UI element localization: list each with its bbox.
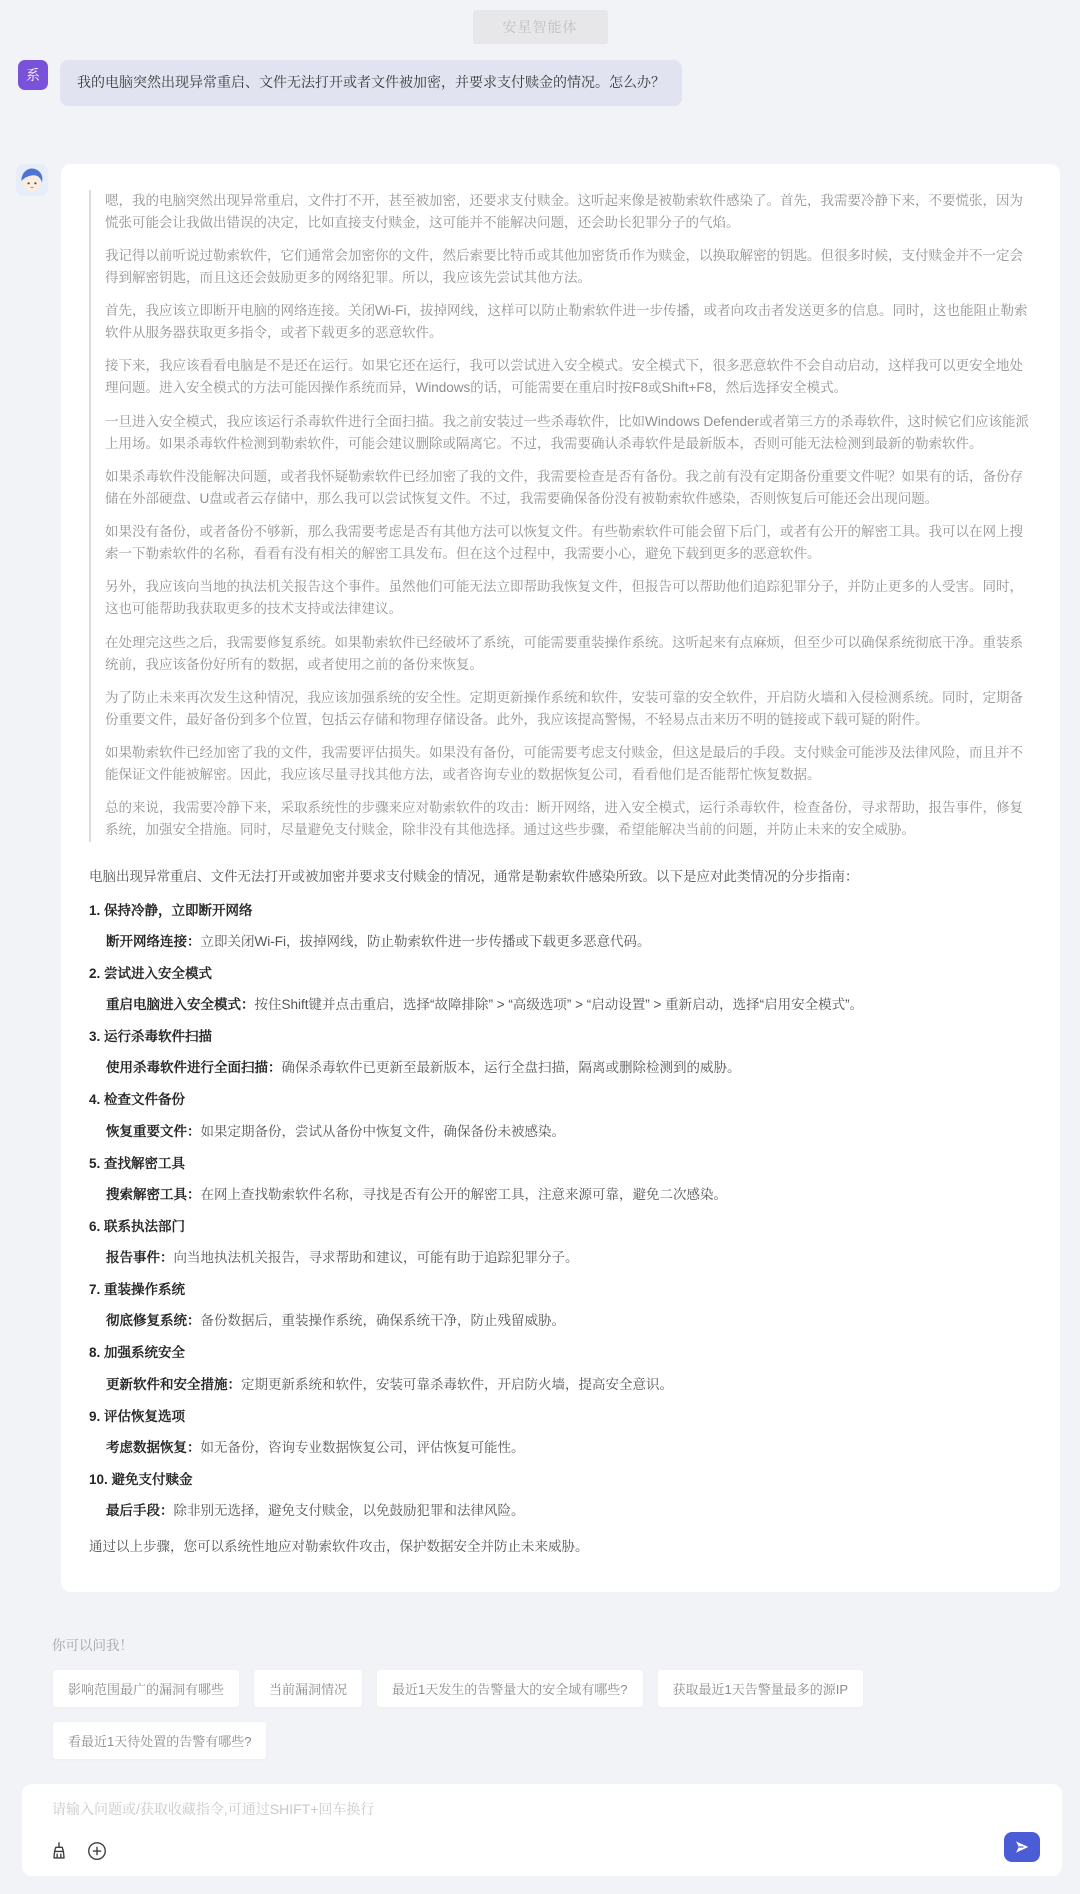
step-label: 断开网络连接： [106, 933, 201, 949]
step-number: 8. [89, 1345, 101, 1361]
suggestion-chips [52, 1669, 872, 1760]
step-number: 6. [89, 1218, 101, 1234]
answer-step [89, 1342, 1030, 1395]
answer-step [89, 1406, 1030, 1459]
answer-step [89, 1216, 1030, 1269]
suggestion-chip[interactable]: 当前漏洞情况 [253, 1669, 363, 1708]
thinking-paragraph: 我记得以前听说过勒索软件，它们通常会加密你的文件，然后索要比特币或其他加密货币作为赎金，以换取解密的钥匙。但很多时候，支付赎金并不一定会得到解密钥匙，而且这还会鼓励更多的网络犯罪。所以，我应该先尝试其他方法。 [105, 247, 1023, 285]
thinking-block [89, 190, 1030, 842]
composer-card [22, 1784, 1062, 1876]
step-title: 运行杀毒软件扫描 [104, 1029, 213, 1045]
step-title: 重装操作系统 [104, 1282, 186, 1298]
answer-intro: 电脑出现异常重启、文件无法打开或被加密并要求支付赎金的情况，通常是勒索软件感染所致。以下是应对此类情况的分步指南： [89, 868, 859, 884]
step-number: 4. [89, 1092, 101, 1108]
suggestion-chip[interactable]: 获取最近1天告警量最多的源IP [657, 1669, 865, 1708]
thinking-paragraph: 如果没有备份，或者备份不够新，那么我需要考虑是否有其他方法可以恢复文件。有些勒索软件可能会留下后门，或者有公开的解密工具。我可以在网上搜索一下勒索软件的名称，看看有没有相关的解密工具发布。但在这个过程中，我需要小心，避免下载到更多的恶意软件。 [105, 524, 1023, 562]
step-description: 如无备份，咨询专业数据恢复公司，评估恢复可能性。 [200, 1439, 525, 1455]
answer-step [89, 1279, 1030, 1332]
answer-steps [89, 900, 1030, 1523]
step-label: 搜索解密工具： [106, 1186, 201, 1202]
step-title: 保持冷静，立即断开网络 [104, 902, 253, 918]
answer-conclusion: 通过以上步骤，您可以系统性地应对勒索软件攻击，保护数据安全并防止未来威胁。 [89, 1539, 589, 1555]
step-description: 在网上查找勒索软件名称，寻找是否有公开的解密工具，注意来源可靠，避免二次感染。 [200, 1186, 727, 1202]
step-number: 5. [89, 1155, 101, 1171]
step-label: 彻底修复系统： [106, 1313, 201, 1329]
thinking-paragraph: 接下来，我应该看看电脑是不是还在运行。如果它还在运行，我可以尝试进入安全模式。安全模式下，很多恶意软件不会自动启动，这样我可以更安全地处理问题。进入安全模式的方法可能因操作系统而异，Windows的话，可能需要在重启时按F8或Shift+F8，然后选择安全模式。 [105, 358, 1023, 396]
step-title: 尝试进入安全模式 [104, 965, 213, 981]
thinking-paragraph: 首先，我应该立即断开电脑的网络连接。关闭Wi-Fi，拔掉网线，这样可以防止勒索软件进一步传播，或者向攻击者发送更多的信息。同时，这也能阻止勒索软件从服务器获取更多指令，或者下载更多的恶意软件。 [105, 303, 1028, 341]
step-label: 使用杀毒软件进行全面扫描： [106, 1060, 282, 1076]
step-description: 定期更新系统和软件，安装可靠杀毒软件，开启防火墙，提高安全意识。 [241, 1376, 673, 1392]
suggestion-chip[interactable]: 影响范围最广的漏洞有哪些 [52, 1669, 240, 1708]
agent-name-badge: 安星智能体 [473, 10, 608, 44]
assistant-message-row [16, 164, 1060, 1593]
thinking-paragraph: 一旦进入安全模式，我应该运行杀毒软件进行全面扫描。我之前安装过一些杀毒软件，比如Windows Defender或者第三方的杀毒软件，这时候它们应该能派上用场。如果杀毒软件检测到勒索软件，可能会建议删除或隔离它。不过，我需要确认杀毒软件是最新版本，否则可能无法检测到最新的勒索软件。 [105, 413, 1030, 451]
step-label: 恢复重要文件： [106, 1123, 201, 1139]
step-number: 9. [89, 1408, 101, 1424]
step-description: 向当地执法机关报告，寻求帮助和建议，可能有助于追踪犯罪分子。 [173, 1250, 579, 1266]
step-label: 最后手段： [106, 1503, 174, 1519]
user-avatar: 系 [18, 60, 48, 90]
suggestion-chip[interactable]: 看最近1天待处置的告警有哪些? [52, 1721, 267, 1760]
user-message-bubble: 我的电脑突然出现异常重启、文件无法打开或者文件被加密，并要求支付赎金的情况。怎么办？ [60, 60, 682, 106]
answer-step [89, 900, 1030, 953]
step-title: 避免支付赎金 [111, 1471, 193, 1487]
step-title: 评估恢复选项 [104, 1408, 186, 1424]
step-description: 确保杀毒软件已更新至最新版本，运行全盘扫描，隔离或删除检测到的威胁。 [281, 1060, 741, 1076]
thinking-paragraph: 为了防止未来再次发生这种情况，我应该加强系统的安全性。定期更新操作系统和软件，安装可靠的安全软件，开启防火墙和入侵检测系统。同时，定期备份重要文件，最好备份到多个位置，包括云存储和物理存储设备。此外，我应该提高警惕，不轻易点击来历不明的链接或下载可疑的附件。 [105, 689, 1023, 727]
step-description: 按住Shift键并点击重启，选择“故障排除” > “高级选项” > “启动设置” > 重新启动，选择“启用安全模式”。 [254, 997, 864, 1013]
step-description: 备份数据后，重装操作系统，确保系统干净，防止残留威胁。 [200, 1313, 565, 1329]
thinking-paragraph: 在处理完这些之后，我需要修复系统。如果勒索软件已经破坏了系统，可能需要重装操作系统。这听起来有点麻烦，但至少可以确保系统彻底干净。重装系统前，我应该备份好所有的数据，或者使用之前的备份来恢复。 [105, 634, 1023, 672]
step-label: 考虑数据恢复： [106, 1439, 201, 1455]
answer-step [89, 1089, 1030, 1142]
thinking-paragraph: 总的来说，我需要冷静下来，采取系统性的步骤来应对勒索软件的攻击：断开网络，进入安全模式，运行杀毒软件，检查备份，寻求帮助，报告事件，修复系统，加强安全措施。同时，尽量避免支付赎金，除非没有其他选择。通过这些步骤，希望能解决当前的问题，并防止未来的安全威胁。 [105, 800, 1023, 838]
step-label: 报告事件： [106, 1250, 174, 1266]
step-label: 重启电脑进入安全模式： [106, 997, 255, 1013]
step-title: 联系执法部门 [104, 1218, 186, 1234]
step-description: 除非别无选择，避免支付赎金，以免鼓励犯罪和法律风险。 [173, 1503, 525, 1519]
step-title: 查找解密工具 [104, 1155, 186, 1171]
suggestions-label: 你可以问我！ [52, 1638, 133, 1654]
send-button[interactable] [1004, 1832, 1040, 1862]
clear-broom-icon[interactable] [48, 1840, 70, 1862]
step-label: 更新软件和安全措施： [106, 1376, 241, 1392]
answer-step [89, 963, 1030, 1016]
plus-circle-icon[interactable] [86, 1840, 108, 1862]
step-number: 7. [89, 1282, 101, 1298]
answer-block [89, 866, 1030, 1559]
answer-step [89, 1153, 1030, 1206]
step-number: 3. [89, 1029, 101, 1045]
user-message-row [18, 60, 1060, 106]
suggestion-chip[interactable]: 最近1天发生的告警量大的安全域有哪些? [376, 1669, 643, 1708]
step-description: 立即关闭Wi-Fi，拔掉网线，防止勒索软件进一步传播或下载更多恶意代码。 [200, 933, 651, 949]
thinking-paragraph: 另外，我应该向当地的执法机关报告这个事件。虽然他们可能无法立即帮助我恢复文件，但报告可以帮助他们追踪犯罪分子，并防止更多的人受害。同时，这也可能帮助我获取更多的技术支持或法律建议。 [105, 579, 1023, 617]
step-number: 1. [89, 902, 101, 918]
answer-step [89, 1026, 1030, 1079]
thinking-paragraph: 如果勒索软件已经加密了我的文件，我需要评估损失。如果没有备份，可能需要考虑支付赎金，但这是最后的手段。支付赎金可能涉及法律风险，而且并不能保证文件能被解密。因此，我应该尽量寻找其他方法，或者咨询专业的数据恢复公司，看看他们是否能帮忙恢复数据。 [105, 745, 1023, 783]
assistant-avatar-icon [16, 164, 48, 196]
thinking-paragraph: 嗯，我的电脑突然出现异常重启，文件打不开，甚至被加密，还要求支付赎金。这听起来像是被勒索软件感染了。首先，我需要冷静下来，不要慌张，因为慌张可能会让我做出错误的决定，比如直接支付赎金，这可能并不能解决问题，还会助长犯罪分子的气焰。 [105, 192, 1023, 230]
step-title: 加强系统安全 [104, 1345, 186, 1361]
message-input[interactable] [50, 1800, 944, 1818]
suggestions-section [52, 1634, 1028, 1760]
assistant-message-card [61, 164, 1060, 1593]
step-description: 如果定期备份，尝试从备份中恢复文件，确保备份未被感染。 [200, 1123, 565, 1139]
answer-step [89, 1469, 1030, 1522]
step-number: 10. [89, 1471, 108, 1487]
thinking-paragraph: 如果杀毒软件没能解决问题，或者我怀疑勒索软件已经加密了我的文件，我需要检查是否有备份。我之前有没有定期备份重要文件呢？如果有的话，备份存储在外部硬盘、U盘或者云存储中，那么我可以尝试恢复文件。不过，我需要确保备份没有被勒索软件感染，否则恢复后可能还会出现问题。 [105, 468, 1023, 506]
step-title: 检查文件备份 [104, 1092, 186, 1108]
send-icon [1013, 1838, 1031, 1856]
step-number: 2. [89, 965, 101, 981]
